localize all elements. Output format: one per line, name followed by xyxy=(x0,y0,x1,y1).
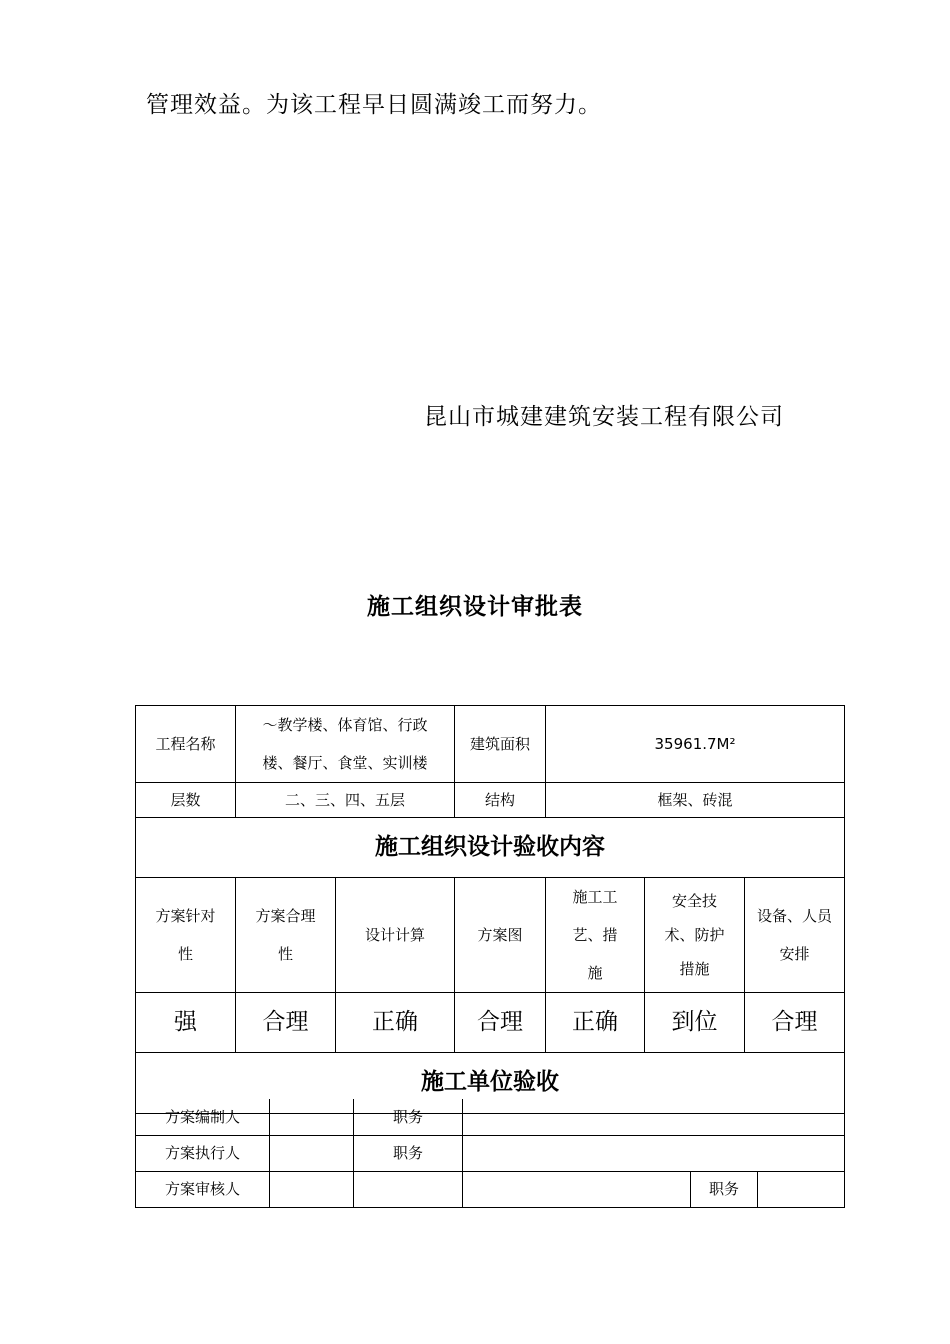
document-title: 施工组织设计审批表 xyxy=(367,593,583,620)
approval-table xyxy=(135,705,845,1114)
reviewer-extra-field[interactable] xyxy=(354,1171,463,1207)
unit-heading: 施工单位验收 xyxy=(136,1053,845,1114)
project-name-label: 工程名称 xyxy=(136,706,236,783)
position-label: 职务 xyxy=(354,1099,463,1135)
criterion-cell: 施工工艺、措施 xyxy=(546,878,645,993)
result-cell: 到位 xyxy=(645,993,745,1053)
structure-label: 结构 xyxy=(455,783,546,818)
structure-value: 框架、砖混 xyxy=(546,783,845,818)
reviewer-blank-field[interactable] xyxy=(463,1171,691,1207)
criterion-cell: 安全技术、防护措施 xyxy=(645,878,745,993)
position-label: 职务 xyxy=(354,1135,463,1171)
executor-label: 方案执行人 xyxy=(136,1135,270,1171)
paragraph-tail: 管理效益。为该工程早日圆满竣工而努力。 xyxy=(146,92,602,118)
executor-name-field[interactable] xyxy=(270,1135,354,1171)
project-name-value: ～教学楼、体育馆、行政楼、餐厅、食堂、实训楼 xyxy=(236,706,455,783)
floors-value: 二、三、四、五层 xyxy=(236,783,455,818)
preparer-position-field[interactable] xyxy=(463,1099,845,1135)
result-cell: 合理 xyxy=(745,993,845,1053)
reviewer-name-field[interactable] xyxy=(270,1171,354,1207)
result-cell: 强 xyxy=(136,993,236,1053)
position-label: 职务 xyxy=(691,1171,758,1207)
criterion-cell: 设备、人员安排 xyxy=(745,878,845,993)
criterion-cell: 方案图 xyxy=(455,878,546,993)
company-name: 昆山市城建建筑安装工程有限公司 xyxy=(424,404,784,430)
reviewer-position-field[interactable] xyxy=(758,1171,845,1207)
criterion-cell: 设计计算 xyxy=(336,878,455,993)
criterion-cell: 方案合理性 xyxy=(236,878,336,993)
area-value: 35961.7M² xyxy=(546,706,845,783)
reviewer-label: 方案审核人 xyxy=(136,1171,270,1207)
area-label: 建筑面积 xyxy=(455,706,546,783)
result-cell: 正确 xyxy=(336,993,455,1053)
result-cell: 合理 xyxy=(236,993,336,1053)
preparer-name-field[interactable] xyxy=(270,1099,354,1135)
acceptance-heading: 施工组织设计验收内容 xyxy=(136,818,845,878)
criterion-cell: 方案针对性 xyxy=(136,878,236,993)
preparer-label: 方案编制人 xyxy=(136,1099,270,1135)
floors-label: 层数 xyxy=(136,783,236,818)
result-cell: 正确 xyxy=(546,993,645,1053)
signoff-table xyxy=(135,1099,845,1208)
executor-position-field[interactable] xyxy=(463,1135,845,1171)
result-cell: 合理 xyxy=(455,993,546,1053)
